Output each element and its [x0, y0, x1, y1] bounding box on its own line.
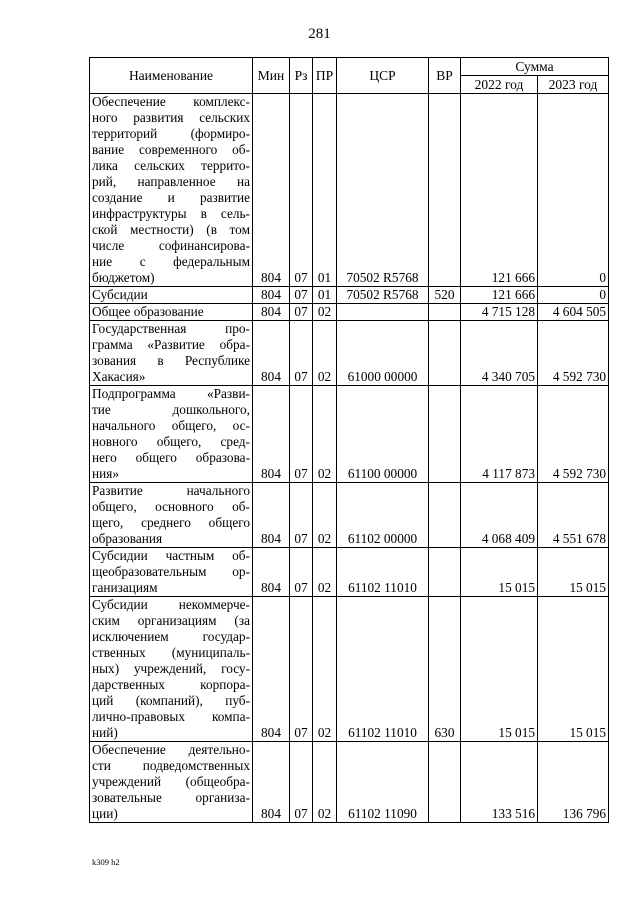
page-number: 281 — [308, 26, 331, 42]
row-amount-2023: 0 — [538, 287, 609, 304]
row-amount-2023: 15 015 — [538, 597, 609, 742]
header-sum: Сумма — [461, 58, 609, 76]
row-name-line: тие дошкольного, — [92, 402, 250, 417]
row-rz: 07 — [290, 483, 313, 548]
row-name-line: него общего образова- — [92, 450, 250, 465]
row-name-line: Обеспечение комплекс- — [92, 94, 250, 109]
row-amount-2023: 15 015 — [538, 548, 609, 597]
row-name-line: ния» — [92, 466, 119, 481]
row-vr — [429, 548, 461, 597]
row-name-line: ций (компаний), пуб- — [92, 693, 250, 708]
row-csr — [337, 304, 429, 321]
row-name-line: новного общего, сред- — [92, 434, 250, 449]
row-name-line: инфраструктуры в сель- — [92, 206, 250, 221]
row-min: 804 — [253, 483, 290, 548]
row-csr: 61102 00000 — [337, 483, 429, 548]
row-pr: 02 — [313, 321, 337, 386]
row-name-line: рий, направленное на — [92, 174, 250, 189]
row-name-line: зовательные организа- — [92, 790, 250, 805]
row-name-line: ние с федеральным — [92, 254, 250, 269]
row-name-line: ской местности) (в том — [92, 222, 250, 237]
row-vr — [429, 304, 461, 321]
row-amount-2023: 136 796 — [538, 742, 609, 823]
table-row — [90, 483, 609, 548]
row-name-line: лично-правовых компа- — [92, 709, 250, 724]
row-name — [90, 386, 253, 483]
table-row — [90, 742, 609, 823]
header-min: Мин — [253, 58, 290, 94]
row-csr: 70502 R5768 — [337, 94, 429, 287]
row-pr: 02 — [313, 742, 337, 823]
row-name — [90, 597, 253, 742]
row-amount-2022: 4 715 128 — [461, 304, 538, 321]
row-name — [90, 548, 253, 597]
row-rz: 07 — [290, 548, 313, 597]
header-year-2022: 2022 год — [461, 76, 538, 94]
row-csr: 61102 11010 — [337, 597, 429, 742]
row-min: 804 — [253, 548, 290, 597]
row-name-line: учреждений (общеобра- — [92, 774, 250, 789]
row-name-line: Хакасия» — [92, 369, 146, 384]
row-pr: 02 — [313, 597, 337, 742]
row-rz: 07 — [290, 94, 313, 287]
row-name-line: Субсидии частным об- — [92, 548, 250, 563]
row-vr — [429, 321, 461, 386]
table-row — [90, 94, 609, 287]
row-name-line: дарственных корпора- — [92, 677, 250, 692]
row-name-line: щеобразовательным ор- — [92, 564, 250, 579]
row-name-line: Развитие начального — [92, 483, 250, 498]
row-name-line: Общее образование — [92, 304, 204, 319]
row-rz: 07 — [290, 742, 313, 823]
row-rz: 07 — [290, 597, 313, 742]
row-amount-2022: 4 068 409 — [461, 483, 538, 548]
table-row — [90, 321, 609, 386]
row-name — [90, 94, 253, 287]
row-vr: 520 — [429, 287, 461, 304]
row-min: 804 — [253, 597, 290, 742]
row-name-line: ским организациям (за — [92, 613, 250, 628]
row-amount-2022: 121 666 — [461, 94, 538, 287]
row-amount-2022: 4 340 705 — [461, 321, 538, 386]
row-amount-2022: 133 516 — [461, 742, 538, 823]
row-name-line: зования в Республике — [92, 353, 250, 368]
row-pr: 02 — [313, 548, 337, 597]
row-rz: 07 — [290, 287, 313, 304]
row-vr — [429, 483, 461, 548]
row-name-line: образования — [92, 531, 163, 546]
row-name-line: Обеспечение деятельно- — [92, 742, 250, 757]
row-amount-2022: 4 117 873 — [461, 386, 538, 483]
row-amount-2023: 4 592 730 — [538, 321, 609, 386]
row-amount-2023: 4 592 730 — [538, 386, 609, 483]
header-rz: Рз — [290, 58, 313, 94]
row-rz: 07 — [290, 386, 313, 483]
row-name-line: общего, основного об- — [92, 499, 250, 514]
row-name-line: вание современного об- — [92, 142, 250, 157]
row-name-line: грамма «Развитие обра- — [92, 337, 250, 352]
row-name — [90, 287, 253, 304]
row-name-line: ных) учреждений, госу- — [92, 661, 250, 676]
row-name-line: создание и развитие — [92, 190, 250, 205]
row-vr — [429, 386, 461, 483]
row-pr: 02 — [313, 304, 337, 321]
row-name-line: ний) — [92, 725, 118, 740]
row-csr: 61102 11090 — [337, 742, 429, 823]
footer-code: k309 h2 — [92, 857, 120, 867]
row-name-line: территорий (формиро- — [92, 126, 250, 141]
table-row — [90, 597, 609, 742]
row-csr: 70502 R5768 — [337, 287, 429, 304]
row-min: 804 — [253, 742, 290, 823]
row-csr: 61100 00000 — [337, 386, 429, 483]
row-amount-2023: 4 551 678 — [538, 483, 609, 548]
row-min: 804 — [253, 94, 290, 287]
row-amount-2022: 15 015 — [461, 548, 538, 597]
row-amount-2023: 4 604 505 — [538, 304, 609, 321]
row-min: 804 — [253, 386, 290, 483]
row-name-line: ганизациям — [92, 580, 158, 595]
row-name-line: ции) — [92, 806, 118, 821]
row-amount-2023: 0 — [538, 94, 609, 287]
table-row — [90, 287, 609, 304]
row-rz: 07 — [290, 304, 313, 321]
row-name-line: числе софинансирова- — [92, 238, 250, 253]
row-name-line: Субсидии — [92, 287, 148, 302]
budget-table — [89, 57, 609, 823]
row-pr: 02 — [313, 386, 337, 483]
row-name-line: Субсидии некоммерче- — [92, 597, 250, 612]
row-pr: 01 — [313, 287, 337, 304]
row-name — [90, 304, 253, 321]
row-csr: 61102 11010 — [337, 548, 429, 597]
row-vr — [429, 742, 461, 823]
row-name-line: щего, среднего общего — [92, 515, 250, 530]
row-name-line: сти подведомственных — [92, 758, 250, 773]
row-amount-2022: 121 666 — [461, 287, 538, 304]
row-vr: 630 — [429, 597, 461, 742]
row-name-line: лика сельских террито- — [92, 158, 250, 173]
row-name — [90, 742, 253, 823]
row-min: 804 — [253, 304, 290, 321]
table-body — [90, 94, 609, 823]
row-name-line: Государственная про- — [92, 321, 250, 336]
row-name — [90, 321, 253, 386]
row-rz: 07 — [290, 321, 313, 386]
row-csr: 61000 00000 — [337, 321, 429, 386]
table-row — [90, 386, 609, 483]
row-name — [90, 483, 253, 548]
header-year-2023: 2023 год — [538, 76, 609, 94]
header-csr: ЦСР — [337, 58, 429, 94]
row-pr: 02 — [313, 483, 337, 548]
header-vr: ВР — [429, 58, 461, 94]
row-vr — [429, 94, 461, 287]
row-name-line: Подпрограмма «Разви- — [92, 386, 250, 401]
table-row — [90, 304, 609, 321]
row-name-line: ственных (муниципаль- — [92, 645, 250, 660]
row-min: 804 — [253, 321, 290, 386]
row-name-line: исключением государ- — [92, 629, 250, 644]
row-amount-2022: 15 015 — [461, 597, 538, 742]
row-name-line: бюджетом) — [92, 270, 155, 285]
row-min: 804 — [253, 287, 290, 304]
row-pr: 01 — [313, 94, 337, 287]
table-row — [90, 548, 609, 597]
row-name-line: ного развития сельских — [92, 110, 250, 125]
header-name: Наименование — [90, 58, 253, 94]
header-pr: ПР — [313, 58, 337, 94]
row-name-line: начального общего, ос- — [92, 418, 250, 433]
